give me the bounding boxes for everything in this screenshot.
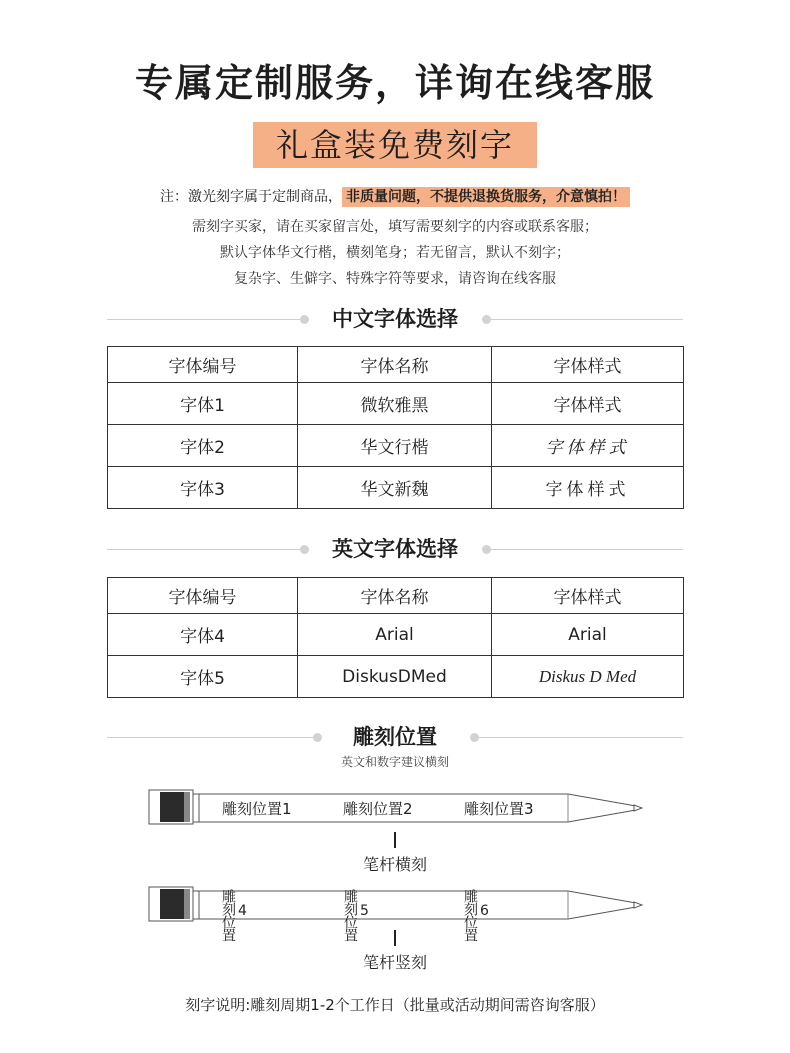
engraving-position-3: 雕刻位置3 (464, 800, 534, 818)
divider-dot-right (482, 545, 491, 554)
table-row (108, 467, 684, 509)
gift-box-banner: 礼盒装免费刻字 (253, 122, 537, 168)
vertical-label-number: 6 (480, 903, 489, 919)
table-row (108, 656, 684, 698)
font-name: 华文行楷 (298, 425, 492, 467)
divider-dot-right (470, 733, 479, 742)
engraving-position-4 (220, 889, 247, 941)
position-pointer (394, 930, 396, 946)
table-row (108, 425, 684, 467)
font-sample: Arial (492, 614, 684, 656)
table-header-row (108, 347, 684, 383)
font-name: 华文新魏 (298, 467, 492, 509)
engraving-position-heading (0, 722, 790, 752)
column-header: 字体样式 (492, 347, 684, 383)
table-row (108, 383, 684, 425)
table-header-row (108, 578, 684, 614)
chinese-font-heading-label: 中文字体选择 (332, 307, 458, 331)
engraving-position-6 (462, 889, 489, 941)
font-number: 字体3 (108, 467, 298, 509)
pen-horizontal-diagram (148, 788, 648, 828)
column-header: 字体样式 (492, 578, 684, 614)
vertical-engraving-caption: 笔杆竖刻 (362, 953, 427, 972)
chinese-font-table (107, 346, 684, 509)
notice-line (0, 186, 790, 206)
divider-dot-right (482, 315, 491, 324)
english-font-table (107, 577, 684, 698)
info-line-2: 默认字体华文行楷，横刻笔身；若无留言，默认不刻字； (220, 245, 570, 261)
column-header: 字体编号 (108, 578, 298, 614)
vertical-label-text: 雕刻位置 (342, 889, 358, 941)
engraving-position-5 (342, 889, 369, 941)
vertical-label-number: 5 (360, 903, 369, 919)
vertical-label-text: 雕刻位置 (220, 889, 236, 941)
page-title: 专属定制服务，详询在线客服 (134, 61, 655, 105)
font-name: Arial (298, 614, 492, 656)
column-header: 字体名称 (298, 347, 492, 383)
info-line-1: 需刻字买家，请在买家留言处，填写需要刻字的内容或联系客服； (192, 219, 598, 235)
font-sample: 字体样式 (492, 467, 684, 509)
font-sample: Diskus D Med (492, 656, 684, 698)
font-sample: 字体样式 (492, 383, 684, 425)
engraving-position-1: 雕刻位置1 (222, 800, 292, 818)
font-name: DiskusDMed (298, 656, 492, 698)
position-pointer (394, 832, 396, 848)
notice-prefix: 注：激光刻字属于定制商品， (160, 189, 342, 205)
engraving-position-2: 雕刻位置2 (343, 800, 413, 818)
engraving-position-heading-label: 雕刻位置 (353, 725, 437, 749)
engraving-note: 刻字说明:雕刻周期1-2个工作日（批量或活动期间需咨询客服） (185, 996, 605, 1014)
font-number: 字体1 (108, 383, 298, 425)
font-name: 微软雅黑 (298, 383, 492, 425)
engraving-position-subheading: 英文和数字建议横刻 (340, 755, 449, 769)
notice-warning: 非质量问题，不提供退换货服务，介意慎拍！ (342, 187, 630, 207)
chinese-font-heading (0, 304, 790, 334)
horizontal-engraving-caption: 笔杆横刻 (362, 855, 427, 874)
english-font-heading-label: 英文字体选择 (332, 537, 458, 561)
pen-vertical-diagram (148, 885, 648, 941)
vertical-label-text: 雕刻位置 (462, 889, 478, 941)
font-number: 字体2 (108, 425, 298, 467)
column-header: 字体名称 (298, 578, 492, 614)
divider-right (479, 737, 683, 738)
font-sample: 字体样式 (492, 425, 684, 467)
column-header: 字体编号 (108, 347, 298, 383)
font-number: 字体5 (108, 656, 298, 698)
info-line-3: 复杂字、生僻字、特殊字符等要求，请咨询在线客服 (234, 271, 556, 287)
font-number: 字体4 (108, 614, 298, 656)
divider-right (491, 319, 683, 320)
vertical-label-number: 4 (238, 903, 247, 919)
divider-right (491, 549, 683, 550)
english-font-heading (0, 534, 790, 564)
table-row (108, 614, 684, 656)
